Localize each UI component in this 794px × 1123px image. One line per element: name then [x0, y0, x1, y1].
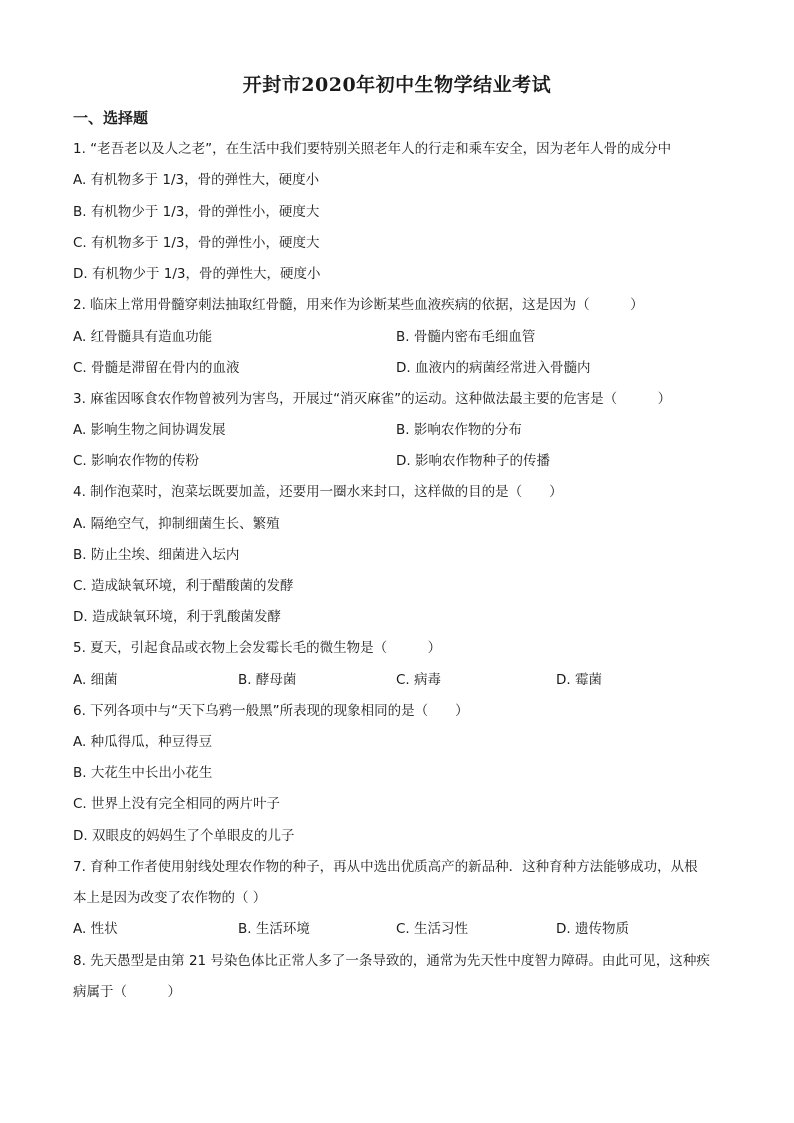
question-3-option-a: A. 影响生物之间协调发展 — [73, 422, 226, 438]
question-6-option-b: B. 大花生中长出小花生 — [73, 765, 213, 781]
question-5-option-a: A. 细菌 — [73, 672, 118, 688]
question-5-option-c: C. 病毒 — [396, 672, 442, 688]
question-5-stem: 5. 夏天，引起食品或衣物上会发霉长毛的微生物是（ ） — [73, 640, 442, 656]
question-2-option-d: D. 血液内的病菌经常进入骨髓内 — [396, 360, 591, 376]
question-8-stem-line-1: 8. 先天愚型是由第 21 号染色体比正常人多了一条导致的，通常为先天性中度智力障碍。由此可见，这种疾 — [73, 953, 710, 969]
question-4-option-c: C. 造成缺氧环境，利于醋酸菌的发酵 — [73, 578, 294, 594]
question-3-option-c: C. 影响农作物的传粉 — [73, 453, 200, 469]
question-2-option-c: C. 骨髓是滞留在骨内的血液 — [73, 360, 240, 376]
question-1-option-d: D. 有机物少于 1/3，骨的弹性大，硬度小 — [73, 266, 321, 282]
question-2-stem: 2. 临床上常用骨髓穿刺法抽取红骨髓，用来作为诊断某些血液疾病的依据，这是因为（ ） — [73, 297, 644, 313]
question-3-stem: 3. 麻雀因啄食农作物曾被列为害鸟，开展过“消灭麻雀”的运动。这种做法最主要的危害是（ ） — [73, 391, 672, 407]
question-6-option-d: D. 双眼皮的妈妈生了个单眼皮的儿子 — [73, 828, 295, 844]
question-1-option-c: C. 有机物多于 1/3，骨的弹性小，硬度大 — [73, 235, 320, 251]
question-7-option-c: C. 生活习性 — [396, 921, 469, 937]
question-6-option-a: A. 种瓜得瓜，种豆得豆 — [73, 734, 213, 750]
question-7-option-b: B. 生活环境 — [238, 921, 310, 937]
question-5-option-d: D. 霉菌 — [556, 672, 602, 688]
question-3-option-b: B. 影响农作物的分布 — [396, 422, 522, 438]
question-4-option-b: B. 防止尘埃、细菌进入坛内 — [73, 547, 240, 563]
question-7-option-d: D. 遗传物质 — [556, 921, 629, 937]
question-2-option-b: B. 骨髓内密布毛细血管 — [396, 329, 536, 345]
question-4-stem: 4. 制作泡菜时，泡菜坛既要加盖，还要用一圈水来封口，这样做的目的是（ ） — [73, 484, 563, 500]
question-6-option-c: C. 世界上没有完全相同的两片叶子 — [73, 796, 281, 812]
question-7-stem-line-2: 本上是因为改变了农作物的（ ） — [73, 890, 267, 906]
question-6-stem: 6. 下列各项中与“天下乌鸦一般黑”所表现的现象相同的是（ ） — [73, 703, 469, 719]
question-8-stem-line-2: 病属于（ ） — [73, 984, 181, 1000]
question-7-option-a: A. 性状 — [73, 921, 118, 937]
question-3-option-d: D. 影响农作物种子的传播 — [396, 453, 550, 469]
question-2-option-a: A. 红骨髓具有造血功能 — [73, 329, 213, 345]
exam-title: 开封市2020年初中生物学结业考试 — [242, 74, 552, 96]
question-7-stem-line-1: 7. 育种工作者使用射线处理农作物的种子，再从中选出优质高产的新品种．这种育种方法能够成功，从根 — [73, 859, 698, 875]
question-1-option-b: B. 有机物少于 1/3，骨的弹性小，硬度大 — [73, 204, 320, 220]
question-1-option-a: A. 有机物多于 1/3，骨的弹性大，硬度小 — [73, 172, 320, 188]
question-5-option-b: B. 酵母菌 — [238, 672, 297, 688]
section-heading: 一、选择题 — [73, 109, 149, 127]
question-4-option-a: A. 隔绝空气，抑制细菌生长、繁殖 — [73, 516, 280, 532]
question-1-stem: 1. “老吾老以及人之老”，在生活中我们要特别关照老年人的行走和乘车安全，因为老年人骨的成分中 — [73, 141, 672, 157]
question-4-option-d: D. 造成缺氧环境，利于乳酸菌发酵 — [73, 609, 281, 625]
